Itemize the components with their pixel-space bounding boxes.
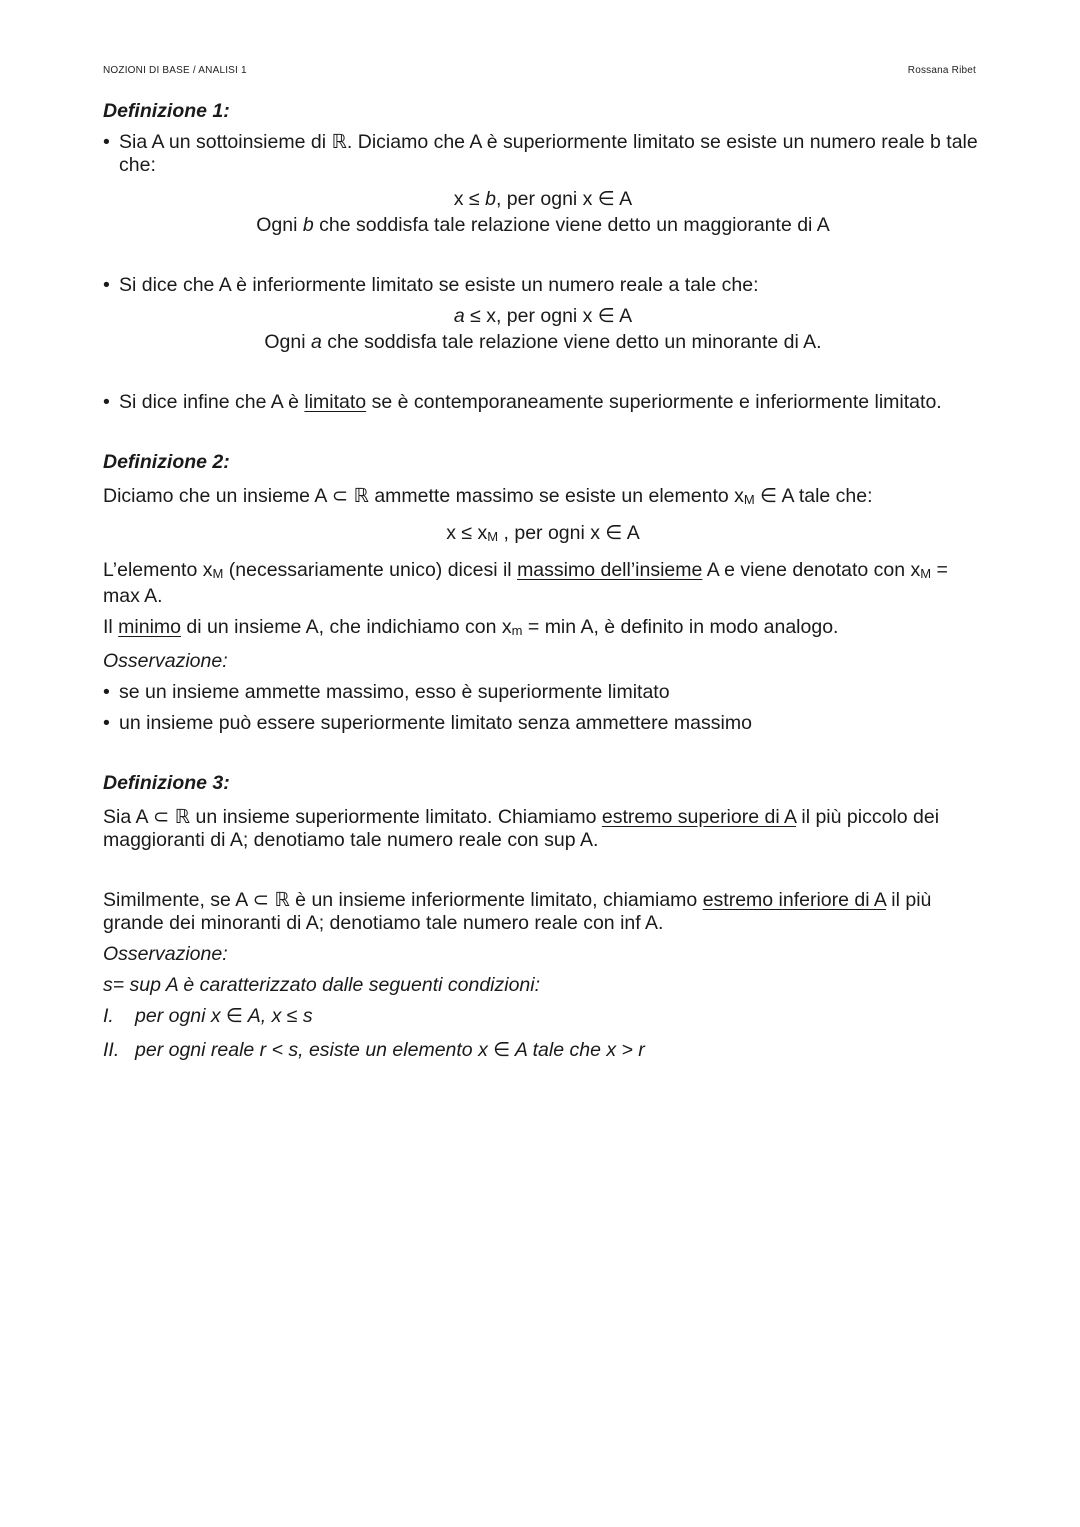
def1-bullet-3: • Si dice infine che A è limitato se è contemporaneamente superiormente e inferiormente limitato. [103, 391, 942, 413]
term-limitato: limitato [304, 391, 367, 413]
bullet-dot: • [103, 131, 110, 153]
bullet-dot: • [103, 274, 110, 296]
term-minimo: minimo [118, 616, 182, 638]
def2-obs-item: • un insieme può essere superiormente limitato senza ammettere massimo [103, 712, 752, 734]
def3-condition: II. per ogni reale r < s, esiste un elemento x ∈ A tale che x > r [103, 1039, 645, 1061]
header-right: Rossana Ribet [907, 65, 976, 76]
page-content [103, 100, 983, 1062]
def3-obs-label: Osservazione: [103, 943, 228, 965]
def3-condition: I. per ogni x ∈ A, x ≤ s [103, 1005, 313, 1027]
def2-line-3: Il minimo di un insieme A, che indichiamo con xm = min A, è definito in modo analogo. [103, 616, 839, 638]
def1-note-2: Ogni a che soddisfa tale relazione viene detto un minorante di A. [264, 331, 822, 353]
header-left: NOZIONI DI BASE / ANALISI 1 [103, 65, 247, 76]
def1-heading: Definizione 1: [103, 100, 230, 122]
def3-para-2: Similmente, se A ⊂ ℝ è un insieme inferiormente limitato, chiamiamo estremo inferiore di A il più grande dei minoranti di A; denotiamo tale numero reale con inf A. [103, 889, 932, 934]
def1-note-1: Ogni b che soddisfa tale relazione viene detto un maggiorante di A [256, 214, 830, 236]
def2-obs-item: • se un insieme ammette massimo, esso è superiormente limitato [103, 681, 670, 703]
def1-formula-1: x ≤ b, per ogni x ∈ A [453, 188, 633, 210]
bullet-dot: • [103, 391, 110, 413]
def3-para-1: Sia A ⊂ ℝ un insieme superiormente limitato. Chiamiamo estremo superiore di A il più piccolo dei maggioranti di A; denotiamo tale numero reale con sup A. [103, 806, 940, 851]
def2-line-2: L’elemento xM (necessariamente unico) dicesi il massimo dell’insieme A e viene denotato con xM = max A. [103, 559, 948, 607]
term-massimo: massimo dell’insieme [517, 559, 703, 581]
bullet-dot: • [103, 712, 110, 734]
def1-bullet-2: • Si dice che A è inferiormente limitato se esiste un numero reale a tale che: [103, 274, 759, 296]
def1-bullet-1: • Sia A un sottoinsieme di ℝ. Diciamo che A è superiormente limitato se esiste un numero reale b tale che: [103, 131, 978, 176]
def3-heading: Definizione 3: [103, 772, 230, 794]
def2-formula: x ≤ xM , per ogni x ∈ A [446, 522, 640, 544]
def1-formula-2: a ≤ x, per ogni x ∈ A [453, 305, 633, 327]
def3-obs-intro: s= sup A è caratterizzato dalle seguenti condizioni: [103, 974, 541, 996]
term-estremo-superiore: estremo superiore di A [601, 806, 796, 828]
def2-heading: Definizione 2: [103, 451, 230, 473]
def2-line-1: Diciamo che un insieme A ⊂ ℝ ammette massimo se esiste un elemento xM ∈ A tale che: [103, 485, 873, 507]
term-estremo-inferiore: estremo inferiore di A [702, 889, 886, 911]
def2-obs-label: Osservazione: [103, 650, 228, 672]
bullet-dot: • [103, 681, 110, 703]
